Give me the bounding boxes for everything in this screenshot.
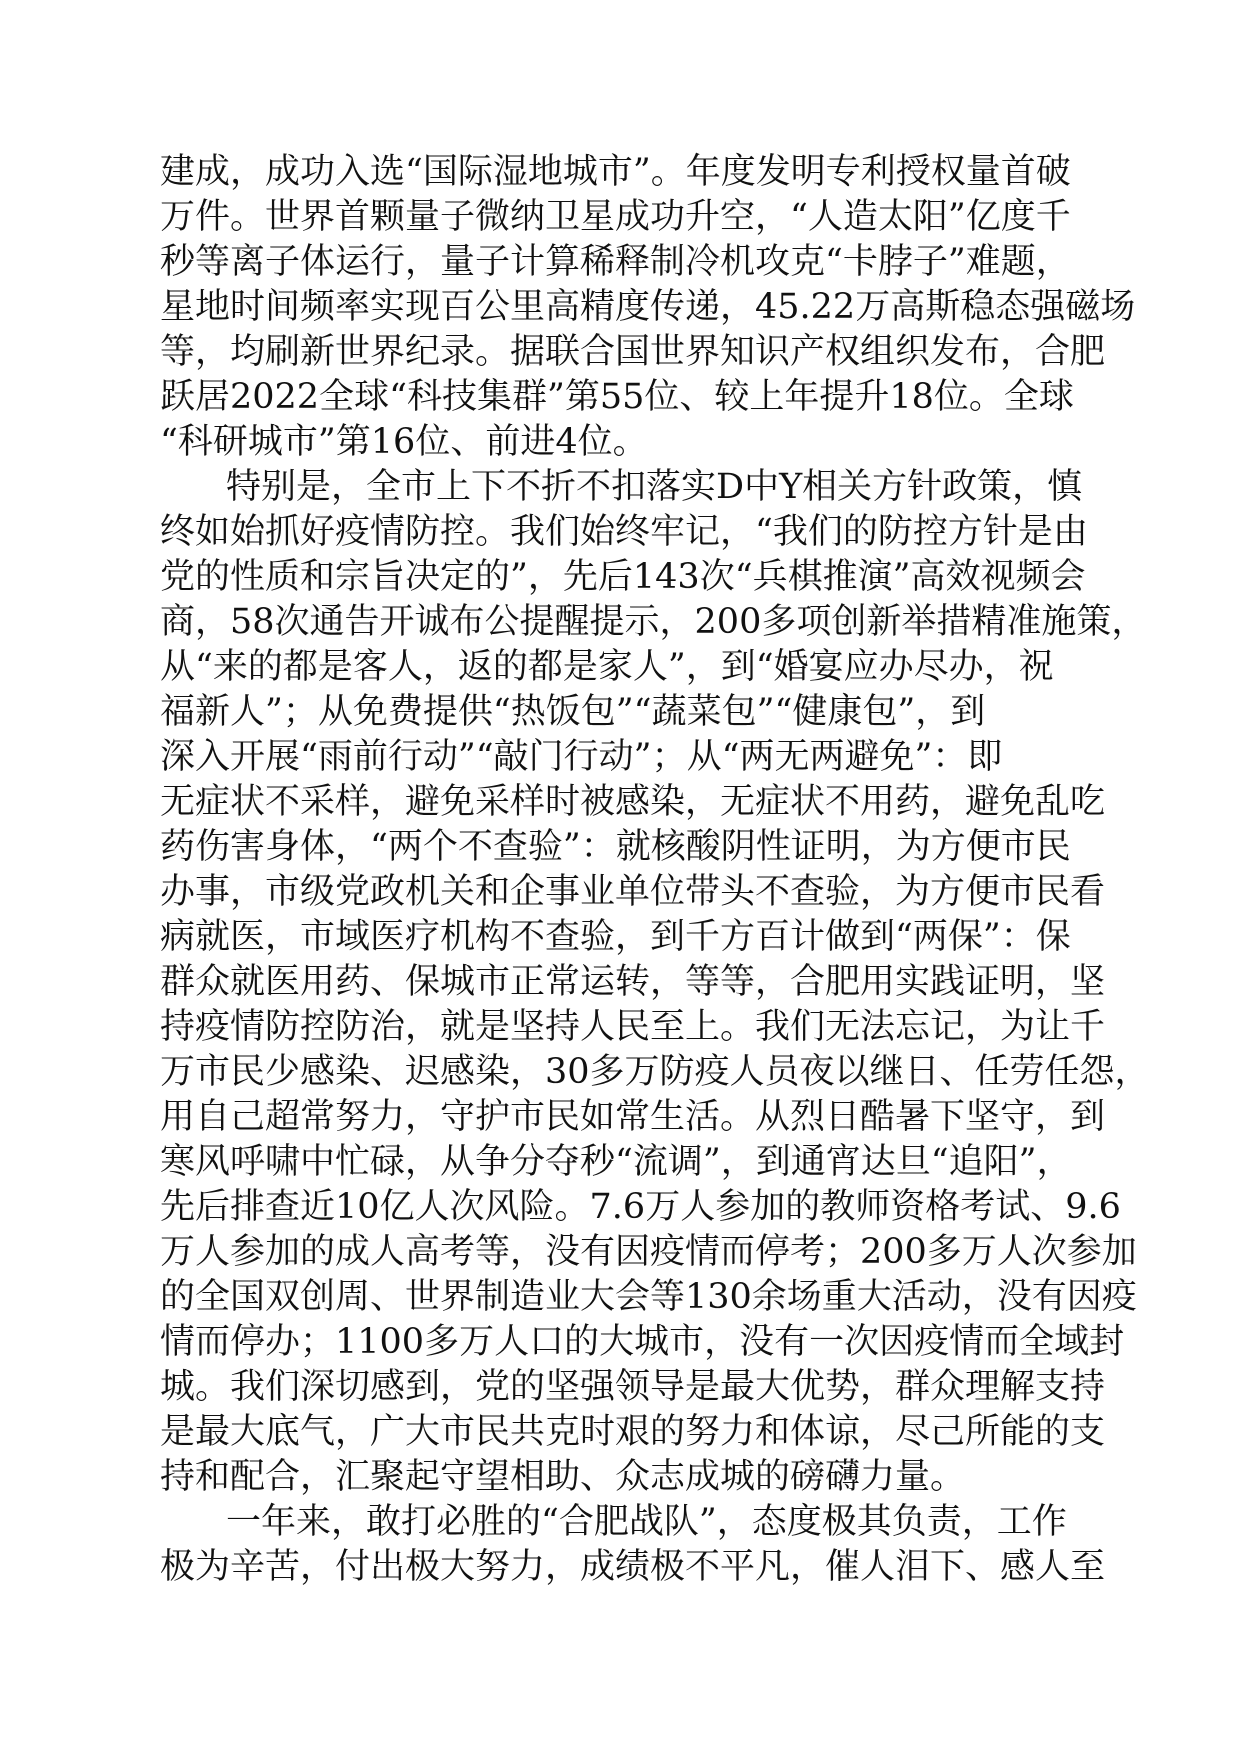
text-line: 万件。世界首颗量子微纳卫星成功升空，“人造太阳”亿度千 [160,197,1071,237]
text-line: 万人参加的成人高考等，没有因疫情而停考；200多万人次参加 [160,1232,1137,1272]
text-line: 持疫情防控防治，就是坚持人民至上。我们无法忘记，为让千 [160,1007,1106,1047]
text-line: 秒等离子体运行，量子计算稀释制冷机攻克“卡脖子”难题， [160,242,1071,282]
text-line: 万市民少感染、迟感染，30多万防疫人员夜以继日、任劳任怨， [160,1052,1150,1092]
text-line: 药伤害身体，“两个不查验”：就核酸阴性证明，为方便市民 [160,827,1071,867]
text-line: 用自己超常努力，守护市民如常生活。从烈日酷暑下坚守，到 [160,1097,1106,1137]
text-line: 办事，市级党政机关和企事业单位带头不查验，为方便市民看 [160,872,1106,912]
text-line: 城。我们深切感到，党的坚强领导是最大优势，群众理解支持 [160,1367,1106,1407]
text-line: 寒风呼啸中忙碌，从争分夺秒“流调”，到通宵达旦“追阳”， [160,1142,1072,1182]
text-line: 病就医，市域医疗机构不查验，到千方百计做到“两保”：保 [160,917,1071,957]
text-line: “科研城市”第16位、前进4位。 [160,422,648,462]
paragraph-start-line: 特别是，全市上下不折不扣落实D中Y相关方针政策，慎 [226,467,1083,507]
text-line: 星地时间频率实现百公里高精度传递，45.22万高斯稳态强磁场 [160,287,1136,327]
text-line: 群众就医用药、保城市正常运转，等等，合肥用实践证明，坚 [160,962,1106,1002]
text-line: 是最大底气，广大市民共克时艰的努力和体谅，尽己所能的支 [160,1412,1106,1452]
text-line: 情而停办；1100多万人口的大城市，没有一次因疫情而全域封 [160,1322,1125,1362]
body-text [160,150,1150,1590]
text-line: 党的性质和宗旨决定的”，先后143次“兵棋推演”高效视频会 [160,557,1086,597]
text-line: 极为辛苦，付出极大努力，成绩极不平凡，催人泪下、感人至 [160,1547,1106,1587]
text-line: 跃居2022全球“科技集群”第55位、较上年提升18位。全球 [160,377,1074,417]
text-line: 持和配合，汇聚起守望相助、众志成城的磅礴力量。 [160,1457,966,1497]
text-line: 商，58次通告开诚布公提醒提示，200多项创新举措精准施策， [160,602,1147,642]
paragraph-start-line: 一年来，敢打必胜的“合肥战队”，态度极其负责，工作 [226,1502,1067,1542]
text-line: 终如始抓好疫情防控。我们始终牢记，“我们的防控方针是由 [160,512,1088,552]
text-line: 建成，成功入选“国际湿地城市”。年度发明专利授权量首破 [160,152,1071,192]
text-line: 的全国双创周、世界制造业大会等130余场重大活动，没有因疫 [160,1277,1137,1317]
text-line: 等，均刷新世界纪录。据联合国世界知识产权组织发布，合肥 [160,332,1106,372]
text-line: 无症状不采样，避免采样时被感染，无症状不用药，避免乱吃 [160,782,1106,822]
text-line: 先后排查近10亿人次风险。7.6万人参加的教师资格考试、9.6 [160,1187,1121,1227]
text-line: 福新人”；从免费提供“热饭包”“蔬菜包”“健康包”，到 [160,692,986,732]
text-line: 深入开展“雨前行动”“敲门行动”；从“两无两避免”：即 [160,737,1003,777]
text-line: 从“来的都是客人，返的都是家人”，到“婚宴应办尽办，祝 [160,647,1054,687]
